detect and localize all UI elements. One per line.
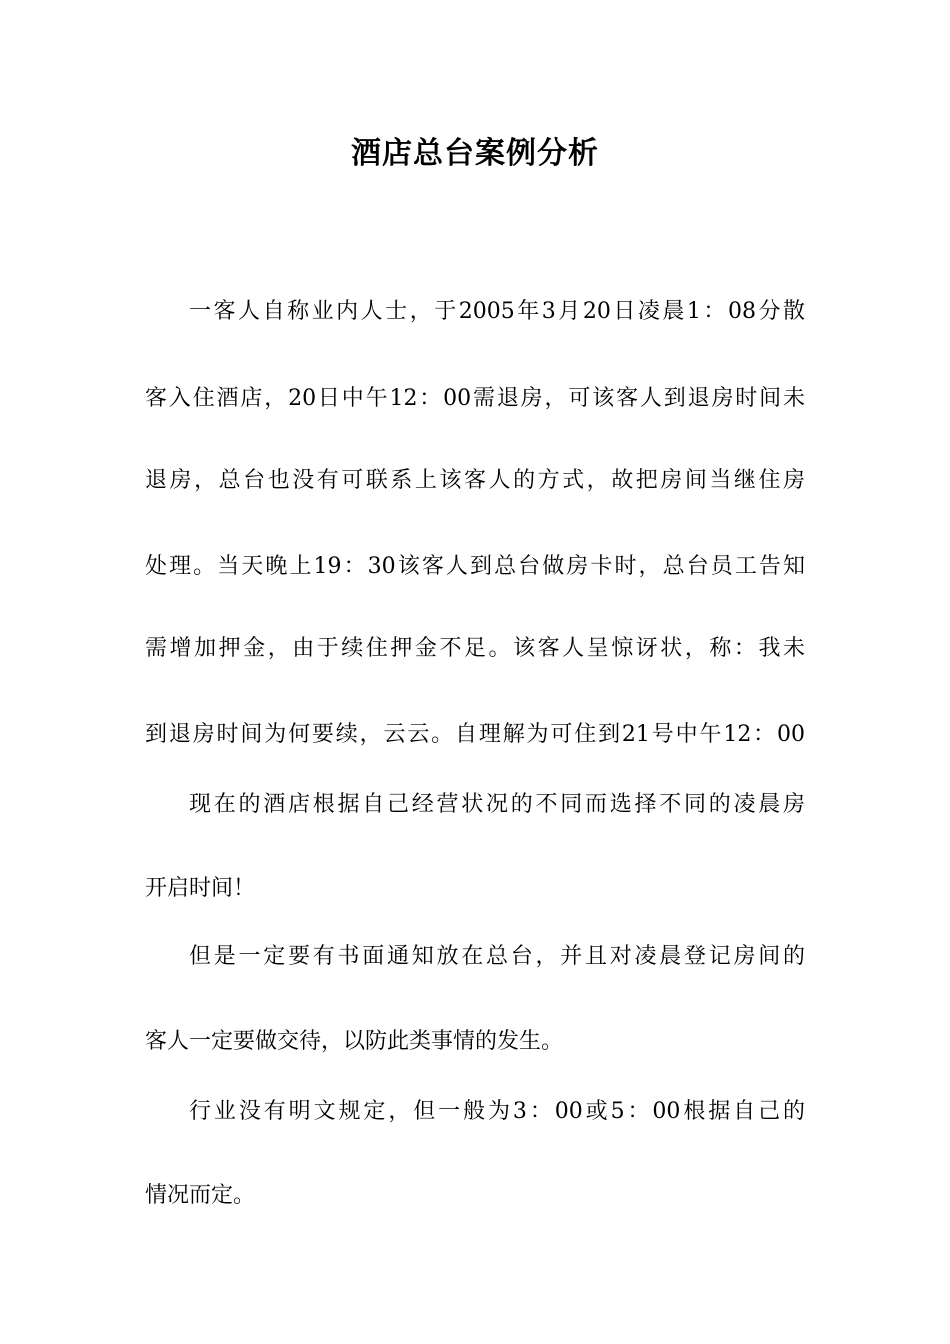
paragraph-2-line-1: 现在的酒店根据自己经营状况的不同而选择不同的凌晨房 (189, 792, 805, 817)
paragraph-1-line-2: 客入住酒店，20日中午12：00需退房，可该客人到退房时间未 (145, 386, 805, 411)
paragraph-1-line-5: 需增加押金，由于续住押金不足。该客人呈惊讶状，称：我未 (145, 636, 805, 661)
document-title: 酒店总台案例分析 (351, 136, 599, 171)
paragraph-4-line-2: 情况而定。 (145, 1183, 256, 1208)
paragraph-1-line-3: 退房，总台也没有可联系上该客人的方式，故把房间当继住房 (145, 468, 805, 493)
paragraph-2-line-2: 开启时间！ (145, 876, 256, 901)
paragraph-1-line-4: 处理。当天晚上19：30该客人到总台做房卡时，总台员工告知 (145, 554, 805, 579)
paragraph-1-line-6: 到退房时间为何要续，云云。自理解为可住到21号中午12：00 (145, 722, 805, 747)
paragraph-3-line-2: 客人一定要做交待，以防此类事情的发生。 (145, 1029, 564, 1054)
paragraph-4-line-1: 行业没有明文规定，但一般为3：00或5：00根据自己的 (189, 1099, 805, 1124)
paragraph-3-line-1: 但是一定要有书面通知放在总台，并且对凌晨登记房间的 (189, 944, 805, 969)
paragraph-1-line-1: 一客人自称业内人士，于2005年3月20日凌晨1：08分散 (189, 299, 805, 324)
